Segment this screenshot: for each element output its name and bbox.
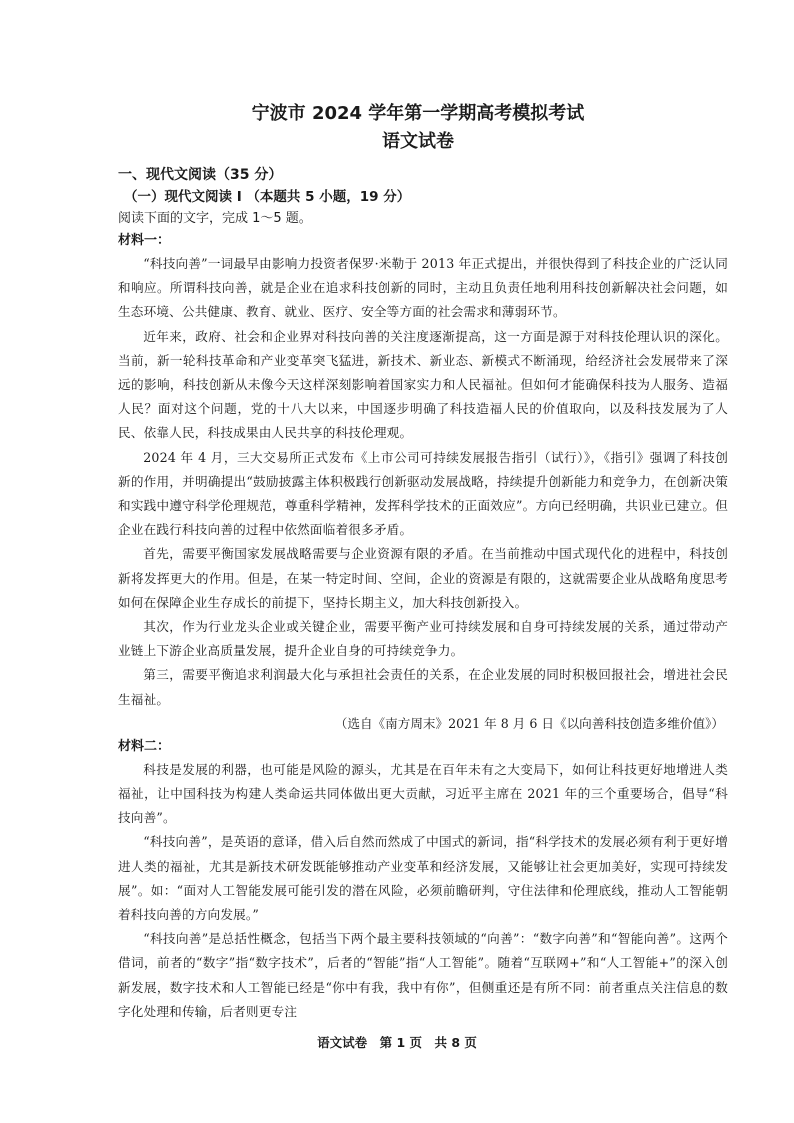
material-2-paragraph: “科技向善”是总括性概念，包括当下两个最主要科技领域的“向善”：“数字向善”和“智能向善”。这两个借词，前者的“数字”指“数字技术”，后者的“智能”指“人工智能”。随着“互联网+”和“人工智能+”的深入创新发展，数字技术和人工智能已经是“你中有我，我中有你”，但侧重还是有所不同：前者重点关注信息的数字化处理和传输，后者则更专注 bbox=[118, 931, 728, 1019]
material-2-paragraph: “科技向善”，是英语的意译，借入后自然而然成了中国式的新词，指“科学技术的发展必须有利于更好增进人类的福祉，尤其是新技术研发既能够推动产业变革和经济发展，又能够让社会更加美好，实现可持续发展”。如：“面对人工智能发展可能引发的潜在风险，必须前瞻研判，守住法律和伦理底线，推动人工智能朝着科技向善的方向发展。” bbox=[118, 834, 728, 923]
section-subheading: （一）现代文阅读 I （本题共 5 小题，19 分） bbox=[124, 189, 411, 205]
material-1-paragraph: 第三，需要平衡追求利润最大化与承担社会责任的关系，在企业发展的同时积极回报社会，增进社会民生福祉。 bbox=[118, 667, 728, 707]
page-footer: 语文试卷 第 1 页 共 8 页 bbox=[317, 1035, 477, 1050]
material-1-source: （选自《南方周末》2021 年 8 月 6 日《以向善科技创造多维价值》） bbox=[334, 715, 724, 731]
material-1-paragraph: 近年来，政府、社会和企业界对科技向善的关注度逐渐提高，这一方面是源于对科技伦理认识的深化。当前，新一轮科技革命和产业变革突飞猛进，新技术、新业态、新模式不断涌现，给经济社会发展带来了深远的影响，科技创新从未像今天这样深刻影响着国家实力和人民福祉。但如何才能确保科技为人服务、造福人民？面对这个问题，党的十八大以来，中国逐步明确了科技造福人民的价值取向，以及科技发展为了人民、依靠人民，科技成果由人民共享的科技伦理观。 bbox=[118, 328, 728, 441]
material-2-label: 材料二： bbox=[118, 738, 171, 754]
exam-title: 宁波市 2024 学年第一学期高考模拟考试 bbox=[251, 103, 585, 124]
reading-instruction: 阅读下面的文字，完成 1～5 题。 bbox=[118, 211, 312, 226]
material-1-paragraph: “科技向善”一词最早由影响力投资者保罗·米勒于 2013 年正式提出，并很快得到了科技企业的广泛认同和响应。所谓科技向善，就是企业在追求科技创新的同时，主动且负责任地利用科技创新解决社会问题，如生态环境、公共健康、教育、就业、医疗、安全等方面的社会需求和薄弱环节。 bbox=[118, 256, 728, 320]
material-1-paragraph: 首先，需要平衡国家发展战略需要与企业资源有限的矛盾。在当前推动中国式现代化的进程中，科技创新将发挥更大的作用。但是，在某一特定时间、空间，企业的资源是有限的，这就需要企业从战略角度思考如何在保障企业生存成长的前提下，坚持长期主义，加大科技创新投入。 bbox=[118, 546, 728, 610]
material-1-paragraph: 其次，作为行业龙头企业或关键企业，需要平衡产业可持续发展和自身可持续发展的关系，通过带动产业链上下游企业高质量发展，提升企业自身的可持续竞争力。 bbox=[118, 619, 728, 659]
exam-subtitle: 语文试卷 bbox=[382, 131, 454, 152]
material-2-paragraph: 科技是发展的利器，也可能是风险的源头，尤其是在百年未有之大变局下，如何让科技更好地增进人类福祉，让中国科技为构建人类命运共同体做出更大贡献，习近平主席在 2021 年的三个重要场合，倡导“科技向善”。 bbox=[118, 761, 728, 826]
section-heading: 一、现代文阅读（35 分） bbox=[118, 167, 283, 183]
material-1-label: 材料一： bbox=[118, 233, 171, 248]
material-1-paragraph: 2024 年 4 月，三大交易所正式发布《上市公司可持续发展报告指引（试行）》，《指引》强调了科技创新的作用，并明确提出“鼓励披露主体积极践行创新驱动发展战略，持续提升创新能力和竞争力，在创新决策和实践中遵守科学伦理规范，尊重科学精神，发挥科学技术的正面效应”。方向已经明确，共识业已建立。但企业在践行科技向善的过程中依然面临着很多矛盾。 bbox=[118, 449, 728, 538]
